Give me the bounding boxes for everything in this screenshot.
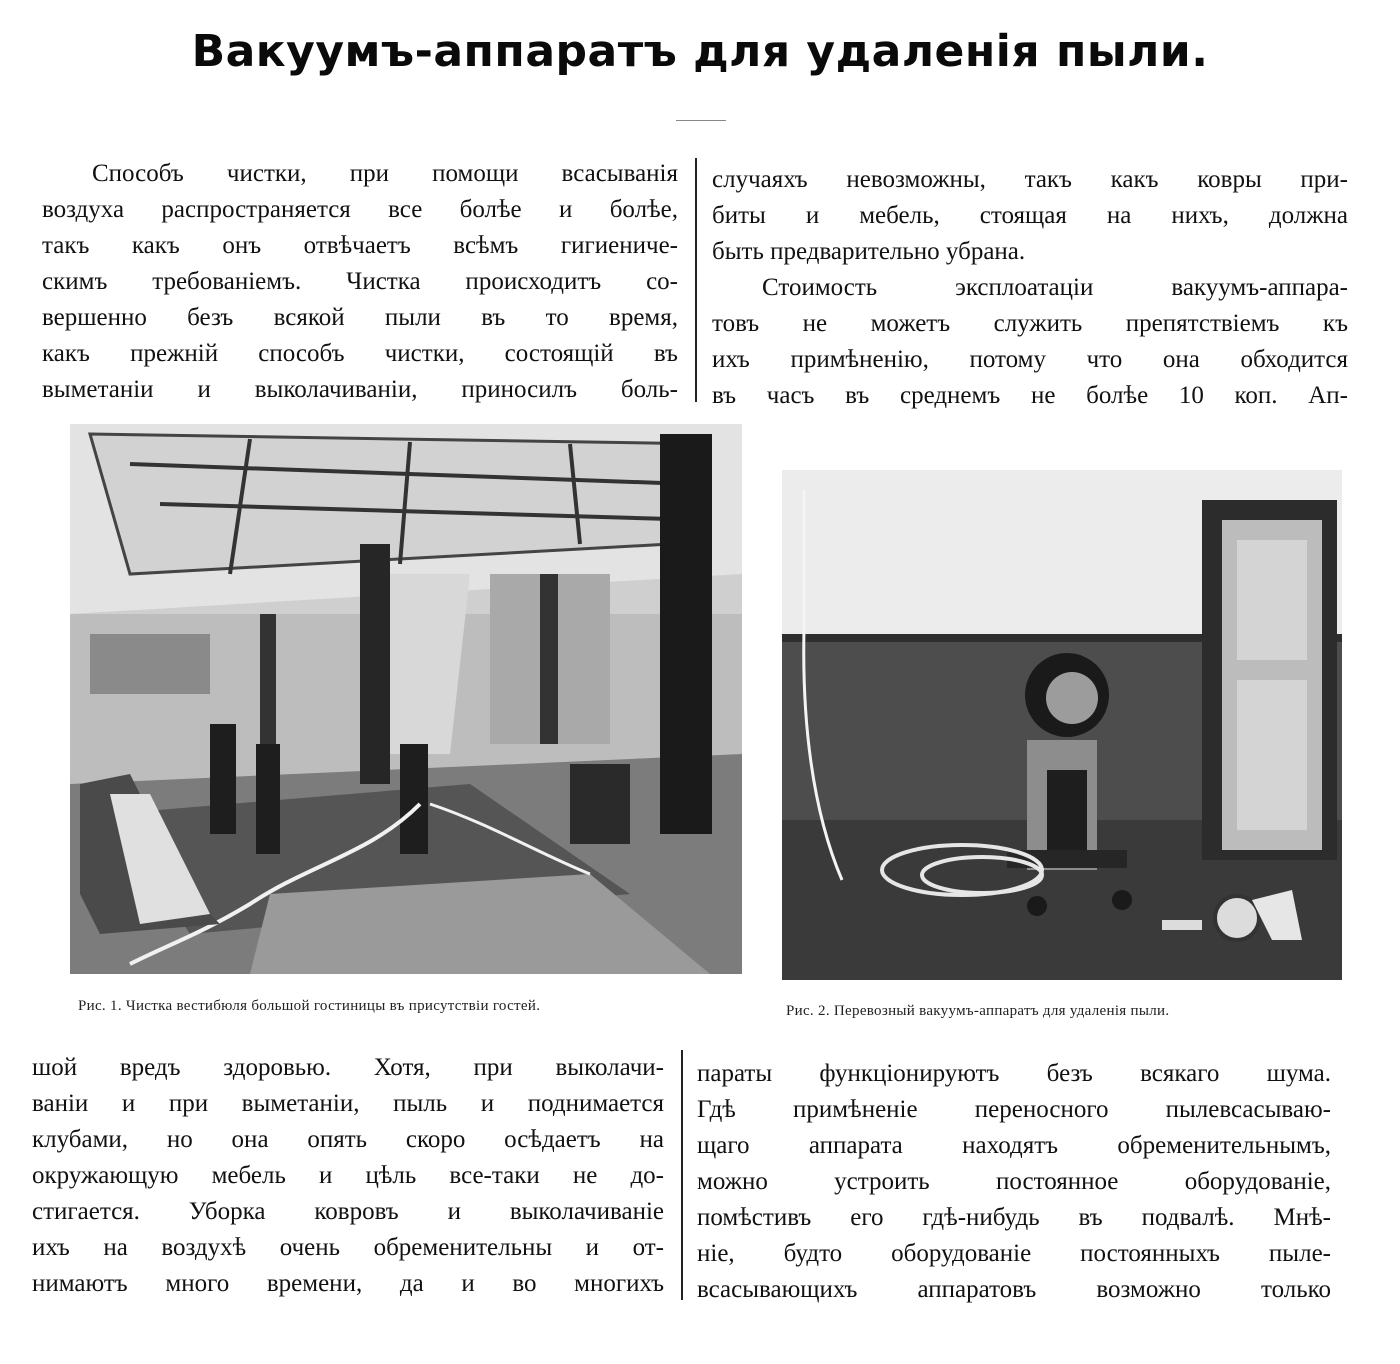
- text-line: случаяхъ невозможны, такъ какъ ковры при-: [712, 166, 1348, 193]
- text-line: окружающую мебель и цѣль все-таки не до-: [32, 1162, 664, 1189]
- column-divider: [695, 158, 697, 402]
- text-line: всасывающихъ аппаратовъ возможно только: [697, 1276, 1331, 1303]
- article-title: Вакуумъ-аппаратъ для удаленія пыли.: [191, 26, 1209, 77]
- text-line: биты и мебель, стоящая на нихъ, должна: [712, 202, 1348, 229]
- text-line: ихъ примѣненію, потому что она обходится: [712, 346, 1348, 373]
- column-divider: [681, 1050, 683, 1300]
- text-line: Стоимость эксплоатаціи вакуумъ-аппара-: [762, 274, 1348, 301]
- bottom-left-column: [32, 1050, 664, 1302]
- text-line: вершенно безъ всякой пыли въ то время,: [42, 304, 678, 331]
- text-line: параты функціонируютъ безъ всякаго шума.: [697, 1060, 1331, 1087]
- text-line: щаго аппарата находятъ обременительнымъ,: [697, 1132, 1331, 1159]
- title-divider: [676, 120, 726, 121]
- top-left-column: [42, 156, 678, 408]
- text-line: въ часъ въ среднемъ не болѣе 10 коп. Ап-: [712, 382, 1348, 409]
- text-line: можно устроить постоянное оборудованіе,: [697, 1168, 1331, 1195]
- text-line: шой вредъ здоровью. Хотя, при выколачи-: [32, 1054, 664, 1081]
- text-line: быть предварительно убрана.: [712, 238, 1026, 265]
- figure-1-image: [70, 424, 742, 974]
- text-line: ніе, будто оборудованіе постоянныхъ пыле-: [697, 1240, 1331, 1267]
- text-line: нимаютъ много времени, да и во многихъ: [32, 1270, 664, 1297]
- figure-1-caption: Рис. 1. Чистка вестибюля большой гостиницы въ присутствіи гостей.: [78, 998, 541, 1014]
- text-line: ваніи и при выметаніи, пыль и поднимается: [32, 1090, 664, 1117]
- text-line: стигается. Уборка ковровъ и выколачиваніе: [32, 1198, 664, 1225]
- text-line: какъ прежній способъ чистки, состоящій въ: [42, 340, 678, 367]
- text-line: Способъ чистки, при помощи всасыванія: [92, 160, 678, 187]
- text-line: воздуха распространяется все болѣе и болѣе,: [42, 196, 678, 223]
- text-line: выметаніи и выколачиваніи, приносилъ боль-: [42, 376, 678, 403]
- bottom-right-column: [697, 1056, 1331, 1308]
- top-right-column: [712, 162, 1348, 414]
- text-line: такъ какъ онъ отвѣчаетъ всѣмъ гигиениче-: [42, 232, 678, 259]
- figure-2-caption: Рис. 2. Перевозный вакуумъ-аппаратъ для удаленія пыли.: [786, 1003, 1170, 1019]
- text-line: скимъ требованіемъ. Чистка происходитъ со-: [42, 268, 678, 295]
- text-line: ихъ на воздухѣ очень обременительны и от-: [32, 1234, 664, 1261]
- text-line: клубами, но она опять скоро осѣдаетъ на: [32, 1126, 664, 1153]
- text-line: помѣстивъ его гдѣ-нибудь въ подвалѣ. Мнѣ-: [697, 1204, 1331, 1231]
- text-line: товъ не можетъ служить препятствіемъ къ: [712, 310, 1348, 337]
- text-line: Гдѣ примѣненіе переносного пылевсасываю-: [697, 1096, 1331, 1123]
- figure-2-image: [782, 470, 1342, 980]
